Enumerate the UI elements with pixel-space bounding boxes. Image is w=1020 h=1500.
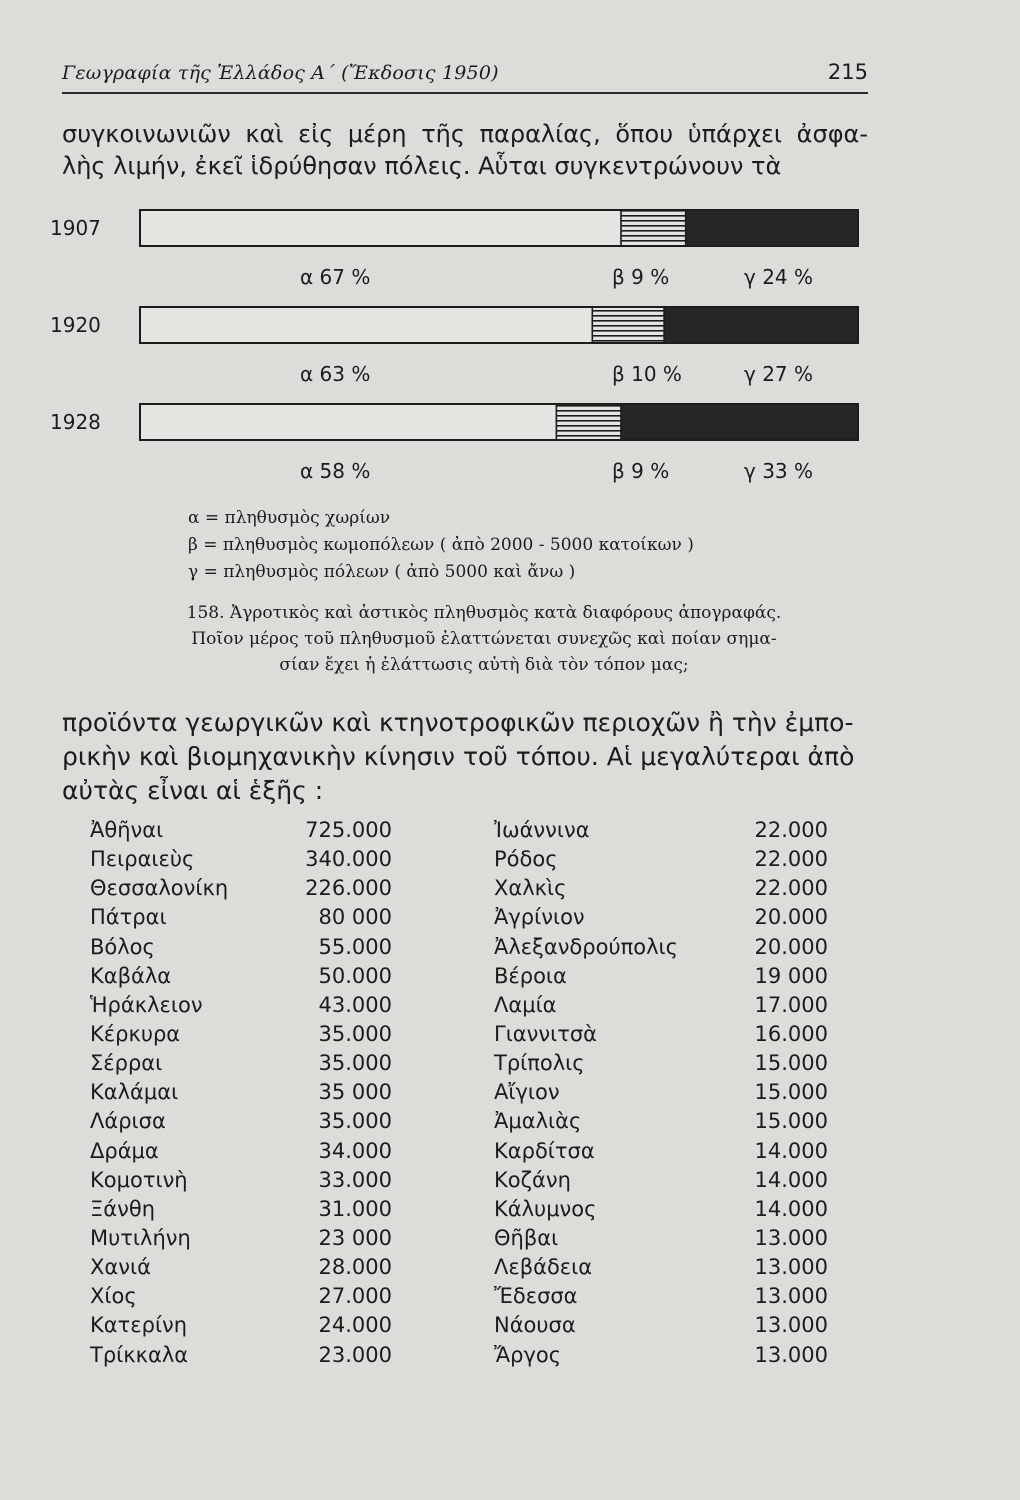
chart-year-label: 1920 bbox=[50, 313, 101, 337]
city-population: 13.000 bbox=[754, 1284, 828, 1309]
chart-legend bbox=[188, 505, 694, 586]
city-population: 22.000 bbox=[754, 876, 828, 901]
city-population: 20.000 bbox=[754, 905, 828, 930]
intro-line: λὴς λιμήν, ἐκεῖ ἱδρύθησαν πόλεις. Αὗται συγκεντρώνουν τὰ bbox=[62, 152, 782, 180]
city-population: 80 000 bbox=[318, 905, 392, 930]
city-population: 33.000 bbox=[318, 1167, 392, 1192]
city-population: 34.000 bbox=[318, 1138, 392, 1163]
city-population: 19 000 bbox=[754, 963, 828, 988]
city-population: 31.000 bbox=[318, 1196, 392, 1221]
city-population: 14.000 bbox=[754, 1167, 828, 1192]
legend-entry-gamma bbox=[188, 559, 694, 586]
city-population: 13.000 bbox=[754, 1225, 828, 1250]
city-population: 50.000 bbox=[318, 963, 392, 988]
city-population: 28.000 bbox=[318, 1255, 392, 1280]
city-row bbox=[90, 993, 392, 1022]
city-row bbox=[90, 1284, 392, 1313]
city-population: 13.000 bbox=[754, 1342, 828, 1367]
city-name: Νάουσα bbox=[494, 1313, 576, 1338]
city-population: 340.000 bbox=[305, 847, 392, 872]
legend-text: = πληθυσμὸς κωμοπόλεων ( ἀπὸ 2000 - 5000 κατοίκων ) bbox=[203, 535, 694, 555]
city-row bbox=[494, 876, 828, 905]
bar-segment-α-1907 bbox=[140, 210, 621, 246]
city-population: 35 000 bbox=[318, 1080, 392, 1105]
bar-segment-γ-1920 bbox=[664, 307, 858, 343]
city-population: 22.000 bbox=[754, 847, 828, 872]
city-name: Καβάλα bbox=[90, 963, 172, 988]
city-name: Ἀγρίνιον bbox=[494, 905, 585, 930]
city-population: 43.000 bbox=[318, 992, 392, 1017]
body-line: ρικὴν καὶ βιομηχανικὴν κίνησιν τοῦ τόπου. Αἱ μεγαλύτεραι ἀπὸ bbox=[62, 742, 855, 771]
city-population: 35.000 bbox=[318, 1109, 392, 1134]
city-population: 20.000 bbox=[754, 934, 828, 959]
city-name: Λαμία bbox=[494, 992, 557, 1017]
city-population: 23.000 bbox=[318, 1342, 392, 1367]
city-population: 13.000 bbox=[754, 1255, 828, 1280]
city-row bbox=[494, 1343, 828, 1372]
city-population: 15.000 bbox=[754, 1109, 828, 1134]
body-line: προϊόντα γεωργικῶν καὶ κτηνοτροφικῶν περιοχῶν ἢ τὴν ἐμπο- bbox=[62, 708, 854, 737]
legend-key: α bbox=[188, 508, 200, 528]
header-title: Γεωγραφία τῆς Ἑλλάδος Α΄ (Ἔκδοσις 1950) bbox=[62, 62, 499, 84]
city-row bbox=[90, 964, 392, 993]
city-row bbox=[90, 1109, 392, 1138]
bar-segment-γ-1907 bbox=[686, 210, 858, 246]
bar-label-β: β 9 % bbox=[612, 459, 670, 483]
city-population: 17.000 bbox=[754, 992, 828, 1017]
city-row bbox=[90, 935, 392, 964]
city-row bbox=[494, 1197, 828, 1226]
city-name: Βέροια bbox=[494, 963, 567, 988]
city-population: 27.000 bbox=[318, 1284, 392, 1309]
bar-segment-α-1920 bbox=[140, 307, 592, 343]
page-number: 215 bbox=[827, 60, 868, 84]
bar-label-β: β 10 % bbox=[612, 362, 682, 386]
city-name: Χαλκὶς bbox=[494, 876, 567, 901]
city-row bbox=[494, 1051, 828, 1080]
legend-entry-beta bbox=[188, 532, 694, 559]
legend-text: = πληθυσμὸς χωρίων bbox=[204, 508, 391, 528]
bar-segment-β-1920 bbox=[592, 307, 664, 343]
city-row bbox=[494, 1139, 828, 1168]
city-row bbox=[494, 1022, 828, 1051]
city-name: Τρίκκαλα bbox=[90, 1342, 189, 1367]
cities-table-left bbox=[90, 818, 392, 1372]
bar-label-α: α 67 % bbox=[300, 265, 371, 289]
city-row bbox=[90, 847, 392, 876]
city-row bbox=[90, 876, 392, 905]
city-population: 35.000 bbox=[318, 1021, 392, 1046]
city-row bbox=[90, 1168, 392, 1197]
city-row bbox=[90, 905, 392, 934]
city-population: 14.000 bbox=[754, 1138, 828, 1163]
city-name: Ἡράκλειον bbox=[90, 992, 203, 1017]
city-name: Πειραιεὺς bbox=[90, 847, 195, 872]
city-name: Κοζάνη bbox=[494, 1167, 571, 1192]
bar-label-α: α 63 % bbox=[300, 362, 371, 386]
caption-line: Ποῖον μέρος τοῦ πληθυσμοῦ ἐλαττώνεται συνεχῶς καὶ ποίαν σημα- bbox=[191, 629, 777, 649]
city-name: Βόλος bbox=[90, 934, 155, 959]
city-population: 15.000 bbox=[754, 1051, 828, 1076]
city-name: Καρδίτσα bbox=[494, 1138, 595, 1163]
chart-year-label: 1907 bbox=[50, 216, 101, 240]
city-name: Ἀθῆναι bbox=[90, 818, 164, 842]
city-population: 35.000 bbox=[318, 1051, 392, 1076]
city-row bbox=[90, 818, 392, 847]
bar-segment-β-1928 bbox=[556, 404, 621, 440]
bar-segment-γ-1928 bbox=[621, 404, 858, 440]
running-header bbox=[62, 62, 868, 94]
city-population: 23 000 bbox=[318, 1225, 392, 1250]
city-name: Χίος bbox=[90, 1284, 137, 1309]
cities-table-right bbox=[494, 818, 828, 1372]
city-name: Θῆβαι bbox=[494, 1225, 559, 1250]
bar-label-γ: γ 33 % bbox=[744, 459, 814, 483]
bar-label-γ: γ 27 % bbox=[744, 362, 814, 386]
city-name: Κομοτινὴ bbox=[90, 1167, 188, 1192]
city-population: 13.000 bbox=[754, 1313, 828, 1338]
city-row bbox=[494, 1168, 828, 1197]
city-row bbox=[494, 1080, 828, 1109]
city-name: Ἔδεσσα bbox=[494, 1284, 578, 1309]
city-name: Ἰωάννινα bbox=[494, 818, 590, 842]
city-population: 55.000 bbox=[318, 934, 392, 959]
legend-key: β bbox=[188, 535, 198, 555]
city-population: 15.000 bbox=[754, 1080, 828, 1105]
city-name: Τρίπολις bbox=[494, 1051, 585, 1076]
city-row bbox=[494, 964, 828, 993]
city-row bbox=[90, 1139, 392, 1168]
city-row bbox=[494, 935, 828, 964]
city-name: Λεβάδεια bbox=[494, 1255, 593, 1280]
bar-label-γ: γ 24 % bbox=[744, 265, 814, 289]
city-row bbox=[90, 1226, 392, 1255]
city-row bbox=[90, 1080, 392, 1109]
city-row bbox=[90, 1022, 392, 1051]
city-population: 14.000 bbox=[754, 1196, 828, 1221]
city-name: Ἄργος bbox=[494, 1342, 562, 1367]
intro-paragraph bbox=[62, 118, 868, 182]
caption-line: σίαν ἔχει ἡ ἐλάττωσις αὐτὴ διὰ τὸν τόπον μας; bbox=[279, 655, 689, 675]
city-name: Δράμα bbox=[90, 1138, 159, 1163]
legend-key: γ bbox=[188, 562, 199, 582]
city-row bbox=[90, 1313, 392, 1342]
city-row bbox=[90, 1051, 392, 1080]
city-name: Ἀμαλιὰς bbox=[494, 1109, 582, 1134]
city-name: Κατερίνη bbox=[90, 1313, 188, 1338]
city-row bbox=[494, 1255, 828, 1284]
city-population: 16.000 bbox=[754, 1021, 828, 1046]
bar-label-α: α 58 % bbox=[300, 459, 371, 483]
city-name: Κέρκυρα bbox=[90, 1021, 181, 1046]
chart-year-label: 1928 bbox=[50, 410, 101, 434]
city-row bbox=[494, 1226, 828, 1255]
legend-entry-alpha bbox=[188, 505, 694, 532]
city-row bbox=[494, 905, 828, 934]
city-name: Πάτραι bbox=[90, 905, 167, 930]
city-row bbox=[494, 818, 828, 847]
city-row bbox=[494, 1313, 828, 1342]
city-name: Σέρραι bbox=[90, 1051, 163, 1076]
bar-segment-β-1907 bbox=[621, 210, 686, 246]
city-row bbox=[494, 847, 828, 876]
city-row bbox=[494, 993, 828, 1022]
city-row bbox=[494, 1284, 828, 1313]
body-paragraph bbox=[62, 706, 868, 808]
city-row bbox=[90, 1255, 392, 1284]
figure-caption bbox=[100, 600, 868, 678]
city-population: 725.000 bbox=[305, 818, 392, 842]
city-name: Χανιά bbox=[90, 1255, 151, 1280]
caption-line: 158. Ἀγροτικὸς καὶ ἀστικὸς πληθυσμὸς κατὰ διαφόρους ἀπογραφάς. bbox=[186, 603, 782, 623]
city-row bbox=[494, 1109, 828, 1138]
population-stacked-bar-chart bbox=[0, 200, 1020, 500]
city-name: Ξάνθη bbox=[90, 1196, 155, 1221]
bar-segment-α-1928 bbox=[140, 404, 556, 440]
legend-text: = πληθυσμὸς πόλεων ( ἀπὸ 5000 καὶ ἄνω ) bbox=[203, 562, 576, 582]
city-name: Καλάμαι bbox=[90, 1080, 179, 1105]
body-line: αὐτὰς εἶναι αἱ ἑξῆς : bbox=[62, 776, 324, 805]
city-population: 22.000 bbox=[754, 818, 828, 842]
city-name: Γιαννιτσὰ bbox=[494, 1021, 598, 1046]
bar-label-β: β 9 % bbox=[612, 265, 670, 289]
city-name: Θεσσαλονίκη bbox=[90, 876, 229, 901]
city-name: Λάρισα bbox=[90, 1109, 166, 1134]
city-name: Μυτιλήνη bbox=[90, 1225, 191, 1250]
city-population: 226.000 bbox=[305, 876, 392, 901]
city-name: Κάλυμνος bbox=[494, 1196, 597, 1221]
city-name: Ἀλεξανδρούπολις bbox=[494, 934, 678, 959]
city-row bbox=[90, 1343, 392, 1372]
city-name: Ρόδος bbox=[494, 847, 558, 872]
city-row bbox=[90, 1197, 392, 1226]
city-name: Αἴγιον bbox=[494, 1080, 560, 1105]
intro-line: συγκοινωνιῶν καὶ εἰς μέρη τῆς παραλίας, ὅπου ὑπάρχει ἀσφα- bbox=[62, 120, 868, 148]
city-population: 24.000 bbox=[318, 1313, 392, 1338]
